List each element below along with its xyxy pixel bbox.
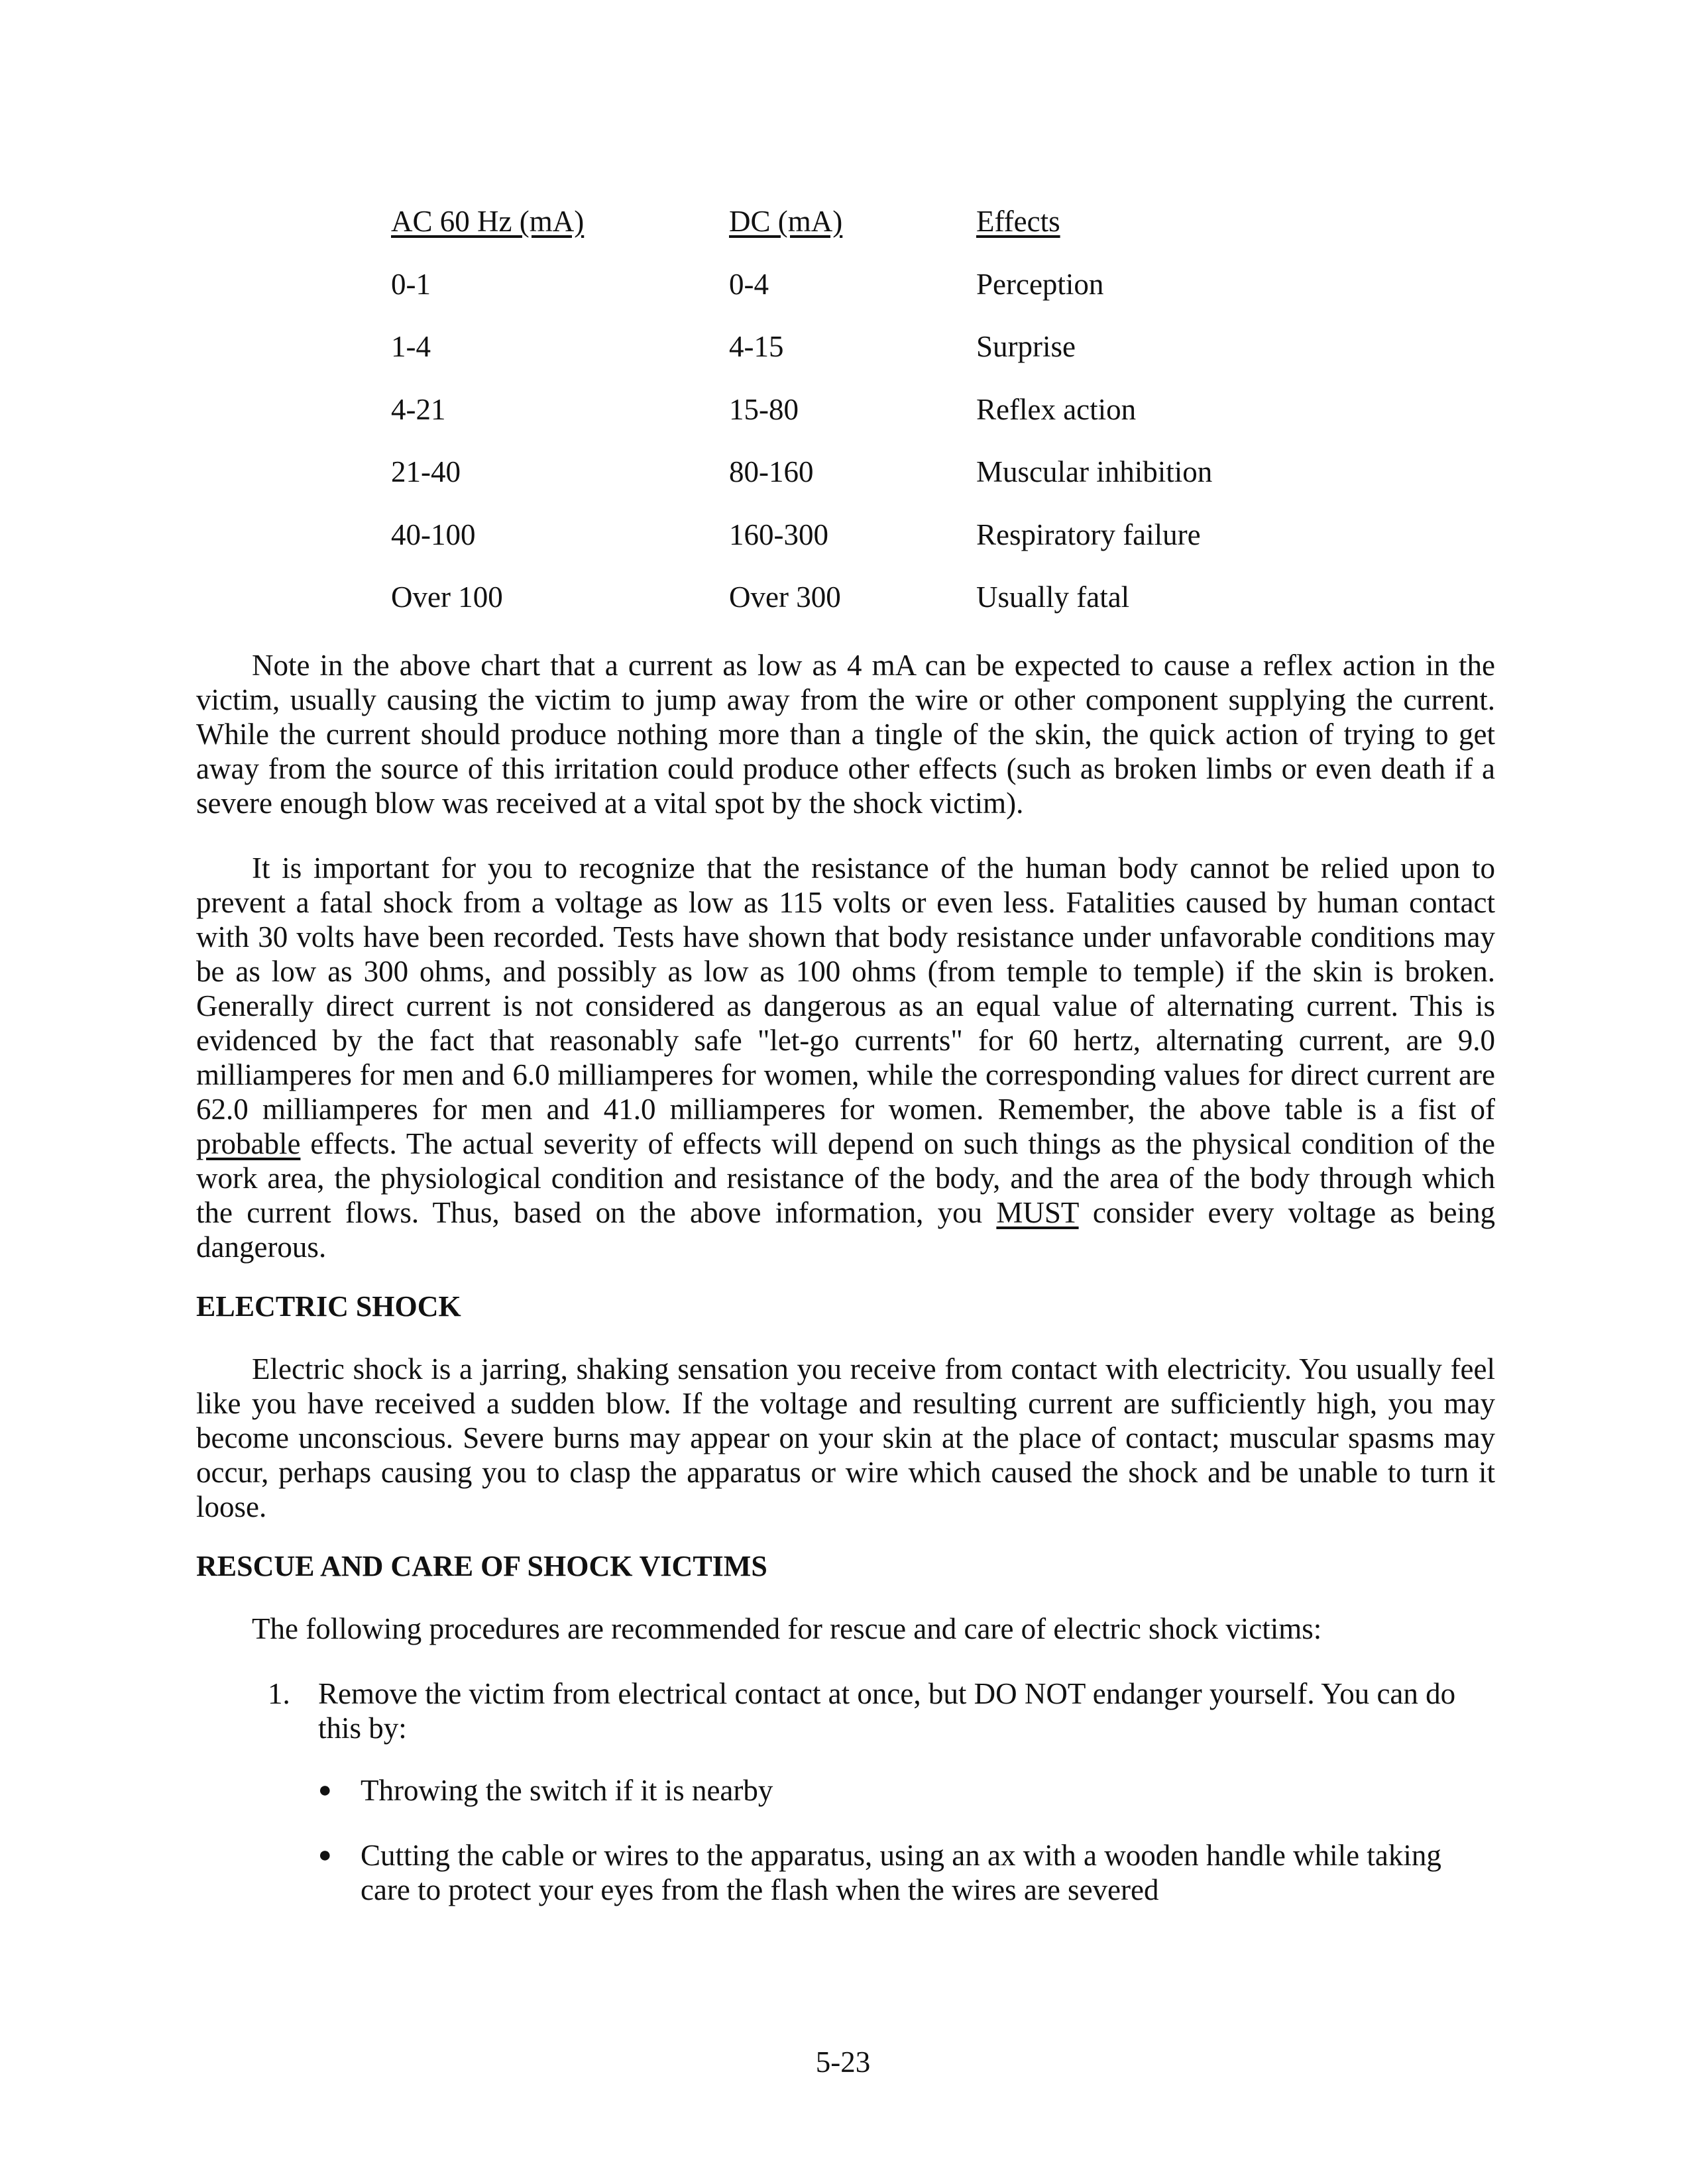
paragraph-text-part3: consider every voltage as being dangerous. (196, 1196, 1495, 1264)
cell-effects: Usually fatal (976, 580, 1130, 614)
paragraph-body-resistance (196, 851, 1495, 1264)
table-row (391, 580, 1319, 643)
page-number: 5-23 (815, 2046, 871, 2079)
cell-ac: 0-1 (391, 267, 431, 301)
paragraph-text: The following procedures are recommended for rescue and care of electric shock victims: (252, 1612, 1322, 1645)
paragraph-procedures-intro (196, 1611, 1495, 1646)
paragraph-text (196, 851, 1495, 1264)
cell-ac: 1-4 (391, 330, 431, 363)
shock-effects-table (391, 204, 1319, 643)
paragraph-text: Electric shock is a jarring, shaking sensation you receive from contact with electricity. You usually feel like you have received a sudden blow. If the voltage and resulting current are sufficiently high, you may become unconscious. Severe burns may appear on your skin at the place of contact; muscular spasms may occur, perhaps causing you to clasp the apparatus or wire which caused the shock and be unable to turn it loose. (196, 1352, 1495, 1523)
cell-ac: 4-21 (391, 392, 446, 426)
list-item-text: Remove the victim from electrical contact at once, but DO NOT endanger yourself. You can do this by: (318, 1677, 1456, 1745)
table-row (391, 518, 1319, 580)
bullet-icon: ● (318, 1843, 332, 1867)
cell-dc: 4-15 (729, 330, 784, 363)
paragraph-text-part2: effects. The actual severity of effects will depend on such things as the physical condition of the work area, the physiological condition and resistance of the body, and the area of the body through which the current flows. Thus, based on the above information, you (196, 1127, 1495, 1229)
header-ac: AC 60 Hz (mA) (391, 205, 585, 238)
table-row (391, 267, 1319, 330)
cell-effects: Reflex action (976, 392, 1137, 426)
header-effects: Effects (976, 205, 1060, 238)
cell-dc: Over 300 (729, 580, 841, 614)
cell-effects: Perception (976, 267, 1104, 301)
probable-emphasis: probable (196, 1127, 301, 1160)
cell-ac: 21-40 (391, 455, 461, 488)
table-row (391, 455, 1319, 518)
table-header-row (391, 204, 1319, 267)
bullet-item-cut-cable: Cutting the cable or wires to the apparatus, using an ax with a wooden handle while taking care to protect your eyes from the flash when the wires are severed (361, 1839, 1441, 1906)
cell-ac: Over 100 (391, 580, 503, 614)
bullet-icon: ● (318, 1778, 332, 1802)
table-row (391, 392, 1319, 455)
cell-dc: 0-4 (729, 267, 769, 301)
list-item-number: 1. (268, 1677, 290, 1710)
heading-rescue-care: RESCUE AND CARE OF SHOCK VICTIMS (196, 1550, 767, 1582)
paragraph-text-part1: It is important for you to recognize that the resistance of the human body cannot be relied upon to prevent a fatal shock from a voltage as low as 115 volts or even less. Fatalities caused by human contact with 30 volts have been recorded. Tests have shown that body resistance under unfavorable conditions may be as low as 300 ohms, and possibly as low as 100 ohms (from temple to temple) if the skin is broken. Generally direct current is not considered as dangerous as an equal value of alternating current. This is evidenced by the fact that reasonably safe "let-go currents" for 60 hertz, alternating current, are 9.0 milliamperes for men and 6.0 milliamperes for women, while the corresponding values for direct current are 62.0 milliamperes for men and 41.0 milliamperes for women. Remember, the above table is a fist of (196, 851, 1495, 1126)
cell-ac: 40-100 (391, 518, 476, 551)
cell-effects: Respiratory failure (976, 518, 1201, 551)
must-emphasis: MUST (996, 1196, 1079, 1229)
bullet-item-switch: Throwing the switch if it is nearby (361, 1774, 773, 1807)
cell-dc: 160-300 (729, 518, 828, 551)
cell-effects: Muscular inhibition (976, 455, 1213, 488)
paragraph-electric-shock (196, 1352, 1495, 1524)
cell-effects: Surprise (976, 330, 1076, 363)
paragraph-text: Note in the above chart that a current as low as 4 mA can be expected to cause a reflex action in the victim, usually causing the victim to jump away from the wire or other component supplying the current. While the current should produce nothing more than a tingle of the skin, the quick action of trying to get away from the source of this irritation could produce other effects (such as broken limbs or even death if a severe enough blow was received at a vital spot by the shock victim). (196, 649, 1495, 820)
header-dc: DC (mA) (729, 205, 843, 238)
table-row (391, 329, 1319, 392)
heading-electric-shock: ELECTRIC SHOCK (196, 1290, 461, 1323)
cell-dc: 80-160 (729, 455, 814, 488)
cell-dc: 15-80 (729, 392, 799, 426)
paragraph-chart-note (196, 648, 1495, 820)
